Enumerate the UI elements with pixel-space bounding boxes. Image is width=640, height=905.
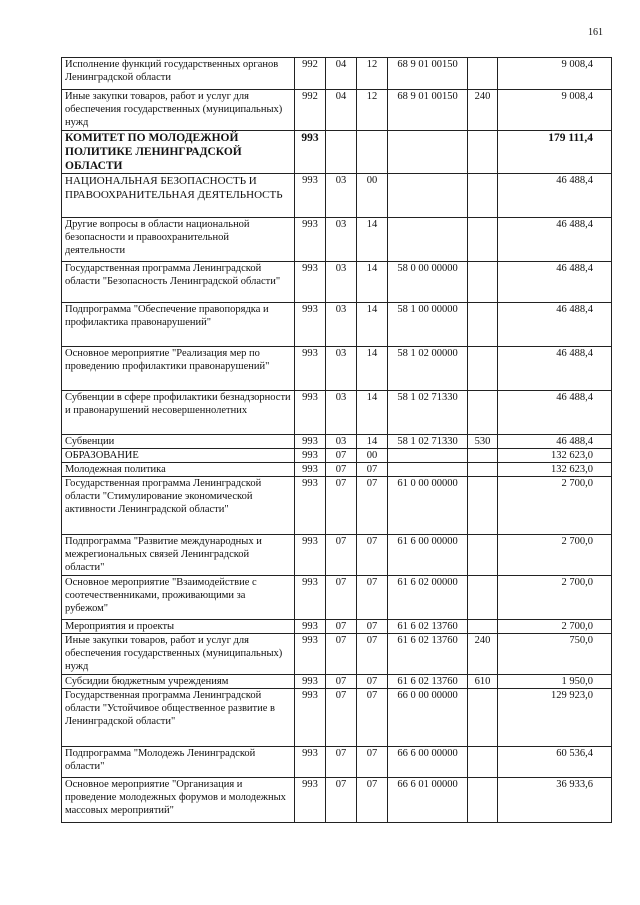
row-rz: 07	[326, 576, 357, 620]
row-rz: 03	[326, 435, 357, 449]
row-rz: 03	[326, 303, 357, 347]
row-gr: 993	[295, 535, 326, 576]
table-row	[62, 576, 612, 620]
row-pr: 14	[357, 303, 388, 347]
row-pr: 07	[357, 463, 388, 477]
row-rz: 03	[326, 218, 357, 262]
row-name: Субвенции	[62, 435, 295, 449]
row-csr: 68 9 01 00150	[388, 58, 468, 90]
row-sum: 46 488,4	[498, 391, 612, 435]
row-vr	[468, 262, 498, 303]
row-vr	[468, 620, 498, 634]
row-name: Государственная программа Ленинградской области "Стимулирование экономической активности Ленинградской области"	[62, 477, 295, 535]
row-sum: 46 488,4	[498, 218, 612, 262]
table-row	[62, 391, 612, 435]
row-pr: 07	[357, 675, 388, 689]
row-csr: 66 6 00 00000	[388, 747, 468, 778]
row-name: Подпрограмма "Молодежь Ленинградской области"	[62, 747, 295, 778]
row-vr	[468, 347, 498, 391]
row-name: Иные закупки товаров, работ и услуг для обеспечения государственных (муниципальных) нужд	[62, 634, 295, 675]
table-row	[62, 675, 612, 689]
row-pr: 07	[357, 778, 388, 823]
row-gr: 993	[295, 675, 326, 689]
row-vr	[468, 576, 498, 620]
row-gr: 993	[295, 463, 326, 477]
row-sum: 46 488,4	[498, 174, 612, 218]
row-sum: 9 008,4	[498, 90, 612, 131]
row-csr: 61 6 02 13760	[388, 634, 468, 675]
row-sum: 2 700,0	[498, 620, 612, 634]
table-row	[62, 747, 612, 778]
row-vr	[468, 174, 498, 218]
row-rz: 03	[326, 347, 357, 391]
table-row	[62, 303, 612, 347]
row-pr: 12	[357, 90, 388, 131]
row-gr: 993	[295, 634, 326, 675]
row-rz: 04	[326, 58, 357, 90]
row-rz: 07	[326, 449, 357, 463]
row-gr: 993	[295, 174, 326, 218]
row-vr	[468, 463, 498, 477]
row-rz: 07	[326, 477, 357, 535]
row-sum: 2 700,0	[498, 535, 612, 576]
row-vr	[468, 303, 498, 347]
row-gr: 993	[295, 449, 326, 463]
table-row	[62, 347, 612, 391]
row-name: Иные закупки товаров, работ и услуг для обеспечения государственных (муниципальных) нужд	[62, 90, 295, 131]
row-csr	[388, 131, 468, 174]
row-gr: 993	[295, 620, 326, 634]
row-csr	[388, 218, 468, 262]
row-pr: 14	[357, 218, 388, 262]
row-rz: 07	[326, 747, 357, 778]
row-sum: 2 700,0	[498, 477, 612, 535]
row-csr	[388, 463, 468, 477]
row-pr: 12	[357, 58, 388, 90]
row-name: НАЦИОНАЛЬНАЯ БЕЗОПАСНОСТЬ И ПРАВООХРАНИТЕЛЬНАЯ ДЕЯТЕЛЬНОСТЬ	[62, 174, 295, 218]
row-pr: 00	[357, 174, 388, 218]
row-csr	[388, 174, 468, 218]
row-pr: 14	[357, 347, 388, 391]
row-gr: 992	[295, 58, 326, 90]
row-csr: 61 6 02 13760	[388, 675, 468, 689]
row-csr: 66 0 00 00000	[388, 689, 468, 747]
row-gr: 993	[295, 218, 326, 262]
row-vr: 530	[468, 435, 498, 449]
row-csr: 61 6 02 13760	[388, 620, 468, 634]
row-rz: 07	[326, 778, 357, 823]
table-row	[62, 435, 612, 449]
row-csr: 61 0 00 00000	[388, 477, 468, 535]
row-csr: 58 0 00 00000	[388, 262, 468, 303]
row-csr: 68 9 01 00150	[388, 90, 468, 131]
row-sum: 9 008,4	[498, 58, 612, 90]
row-sum: 750,0	[498, 634, 612, 675]
row-name: Основное мероприятие "Реализация мер по проведению профилактики правонарушений"	[62, 347, 295, 391]
row-gr: 993	[295, 303, 326, 347]
row-name: Исполнение функций государственных органов Ленинградской области	[62, 58, 295, 90]
row-gr: 993	[295, 689, 326, 747]
row-vr	[468, 778, 498, 823]
row-gr: 993	[295, 576, 326, 620]
row-gr: 993	[295, 391, 326, 435]
table-row	[62, 778, 612, 823]
row-sum: 46 488,4	[498, 303, 612, 347]
row-vr	[468, 477, 498, 535]
row-name: Подпрограмма "Развитие международных и межрегиональных связей Ленинградской области"	[62, 535, 295, 576]
row-pr: 07	[357, 535, 388, 576]
row-rz: 04	[326, 90, 357, 131]
row-name: Основное мероприятие "Организация и проведение молодежных форумов и молодежных массовых мероприятий"	[62, 778, 295, 823]
row-rz: 07	[326, 634, 357, 675]
row-rz: 07	[326, 675, 357, 689]
row-vr	[468, 535, 498, 576]
row-rz: 03	[326, 262, 357, 303]
row-name: Молодежная политика	[62, 463, 295, 477]
row-rz: 07	[326, 535, 357, 576]
row-gr: 993	[295, 347, 326, 391]
row-csr: 66 6 01 00000	[388, 778, 468, 823]
table-row	[62, 477, 612, 535]
row-csr: 58 1 00 00000	[388, 303, 468, 347]
row-gr: 992	[295, 90, 326, 131]
row-sum: 2 700,0	[498, 576, 612, 620]
table-row	[62, 58, 612, 90]
row-csr: 58 1 02 71330	[388, 435, 468, 449]
row-pr: 14	[357, 435, 388, 449]
row-name: Государственная программа Ленинградской области "Устойчивое общественное развитие в Ленинградской области"	[62, 689, 295, 747]
row-name: ОБРАЗОВАНИЕ	[62, 449, 295, 463]
row-name: Мероприятия и проекты	[62, 620, 295, 634]
row-csr: 58 1 02 00000	[388, 347, 468, 391]
row-sum: 60 536,4	[498, 747, 612, 778]
row-rz: 07	[326, 689, 357, 747]
row-sum: 129 923,0	[498, 689, 612, 747]
row-sum: 46 488,4	[498, 347, 612, 391]
row-pr: 07	[357, 634, 388, 675]
row-csr: 61 6 02 00000	[388, 576, 468, 620]
row-vr	[468, 58, 498, 90]
row-pr: 07	[357, 477, 388, 535]
table-row	[62, 90, 612, 131]
row-vr	[468, 747, 498, 778]
table-row	[62, 634, 612, 675]
page-number: 161	[588, 27, 603, 38]
table-row	[62, 262, 612, 303]
row-vr: 240	[468, 634, 498, 675]
row-name: Субсидии бюджетным учреждениям	[62, 675, 295, 689]
row-pr: 14	[357, 391, 388, 435]
table-row	[62, 174, 612, 218]
row-pr	[357, 131, 388, 174]
row-sum: 132 623,0	[498, 463, 612, 477]
row-gr: 993	[295, 778, 326, 823]
row-name: Подпрограмма "Обеспечение правопорядка и профилактика правонарушений"	[62, 303, 295, 347]
row-rz	[326, 131, 357, 174]
row-pr: 07	[357, 689, 388, 747]
row-sum: 46 488,4	[498, 435, 612, 449]
row-pr: 00	[357, 449, 388, 463]
row-sum: 1 950,0	[498, 675, 612, 689]
table-row	[62, 131, 612, 174]
row-rz: 07	[326, 620, 357, 634]
table-row	[62, 218, 612, 262]
row-sum: 179 111,4	[498, 131, 612, 174]
row-pr: 07	[357, 576, 388, 620]
table-row	[62, 620, 612, 634]
row-gr: 993	[295, 262, 326, 303]
budget-table	[61, 57, 612, 823]
row-vr	[468, 689, 498, 747]
row-sum: 36 933,6	[498, 778, 612, 823]
row-gr: 993	[295, 131, 326, 174]
row-rz: 03	[326, 174, 357, 218]
row-csr: 61 6 00 00000	[388, 535, 468, 576]
table-row	[62, 463, 612, 477]
table-row	[62, 449, 612, 463]
row-gr: 993	[295, 747, 326, 778]
table-row	[62, 689, 612, 747]
row-name: КОМИТЕТ ПО МОЛОДЕЖНОЙ ПОЛИТИКЕ ЛЕНИНГРАДСКОЙ ОБЛАСТИ	[62, 131, 295, 174]
row-rz: 07	[326, 463, 357, 477]
row-name: Основное мероприятие "Взаимодействие с соотечественниками, проживающими за рубежом"	[62, 576, 295, 620]
row-pr: 07	[357, 747, 388, 778]
row-name: Другие вопросы в области национальной безопасности и правоохранительной деятельности	[62, 218, 295, 262]
row-vr	[468, 218, 498, 262]
row-vr	[468, 391, 498, 435]
row-pr: 14	[357, 262, 388, 303]
row-csr: 58 1 02 71330	[388, 391, 468, 435]
row-name: Субвенции в сфере профилактики безнадзорности и правонарушений несовершеннолетних	[62, 391, 295, 435]
row-gr: 993	[295, 477, 326, 535]
table-row	[62, 535, 612, 576]
row-pr: 07	[357, 620, 388, 634]
row-gr: 993	[295, 435, 326, 449]
row-sum: 132 623,0	[498, 449, 612, 463]
row-name: Государственная программа Ленинградской области "Безопасность Ленинградской области"	[62, 262, 295, 303]
row-csr	[388, 449, 468, 463]
row-vr: 610	[468, 675, 498, 689]
row-vr	[468, 131, 498, 174]
row-sum: 46 488,4	[498, 262, 612, 303]
row-vr: 240	[468, 90, 498, 131]
row-rz: 03	[326, 391, 357, 435]
row-vr	[468, 449, 498, 463]
